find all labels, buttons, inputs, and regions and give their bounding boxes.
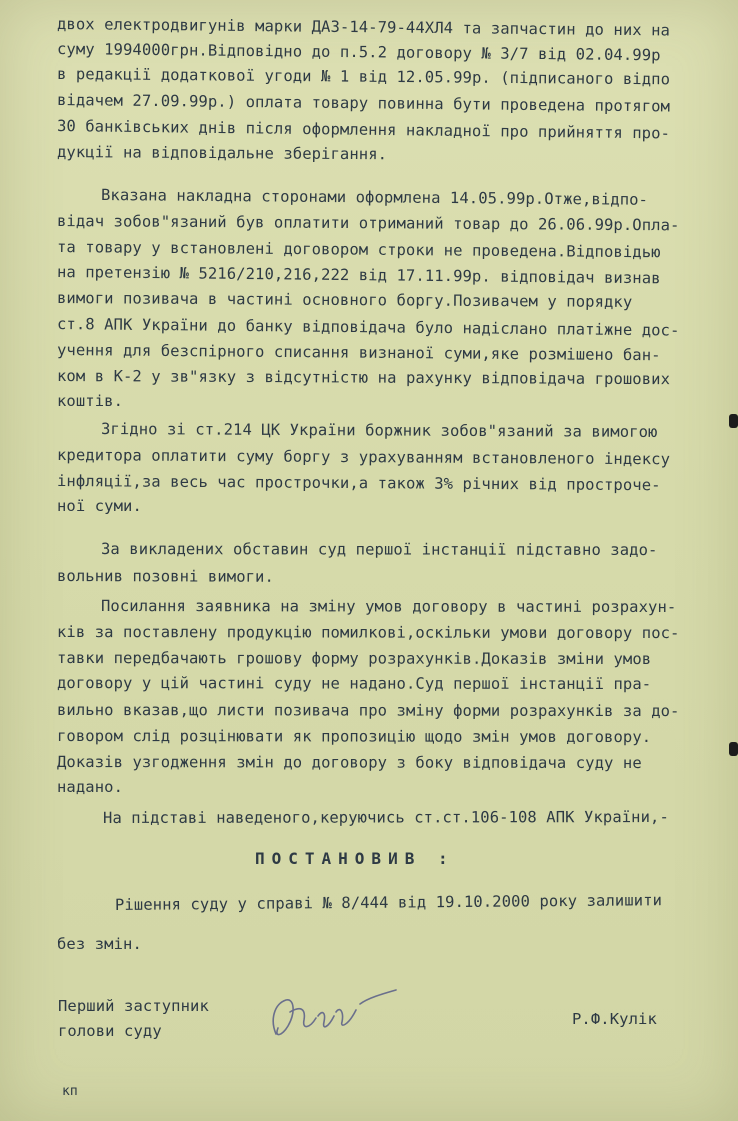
body-line-15: коштів. — [57, 392, 124, 410]
resolution-line-2: без змін. — [57, 935, 142, 953]
body-line-9: та товару у встановлені договором строки не проведена.Відповідью — [56, 238, 661, 262]
body-line-23: ків за поставлену продукцію помилкові,оскільки умови договору пос- — [56, 623, 680, 643]
binding-hole-bottom — [729, 742, 738, 756]
body-line-8: відач зобов"язаний був оплатити отриманий товар до 26.06.99р.Опла- — [56, 212, 680, 235]
body-line-28: Доказів узгодження змін до договору з боку відповідача суду не — [56, 753, 642, 773]
body-line-30: На підставі наведеного,керуючись ст.ст.106-108 АПК України,- — [102, 808, 669, 827]
handwritten-signature — [264, 982, 414, 1052]
body-line-21: вольнив позовні вимоги. — [56, 567, 274, 586]
body-line-7: Вказана накладна сторонами оформлена 14.05.99р.Отже,відпо- — [100, 186, 649, 209]
body-line-26: вильно вказав,що листи позивача про зміну форми розрахунків за до- — [56, 701, 680, 721]
body-line-29: надано. — [57, 778, 124, 796]
body-line-3: в редакції додаткової угоди № 1 від 12.05.99р. (підписаного відпо — [56, 65, 671, 89]
body-line-25: договору у цій частині суду не надано.Суд першої інстанції пра- — [56, 674, 652, 694]
body-line-20: За викладених обставин суд першої інстанції підставно задо- — [100, 540, 658, 559]
body-line-17: кредитора оплатити суму боргу з урахуванням встановленого індексу — [56, 446, 671, 469]
body-line-1: двох електродвигунів марки ДАЗ-14-79-44ХЛ4 та запчастин до них на — [56, 15, 671, 40]
body-line-6: дукції на відповідальне зберігання. — [56, 143, 388, 164]
decision-heading: ПОСТАНОВИВ : — [255, 849, 455, 868]
body-line-4: відачем 27.09.99р.) оплата товару повинна бути проведена протягом — [56, 91, 671, 116]
body-line-18: інфляції,за весь час прострочки,а також 3% річних від простроче- — [56, 472, 661, 495]
resolution-line-1: Рішення суду у справі № 8/444 від 19.10.2000 року залишити — [114, 891, 663, 914]
body-line-16: Згідно зі ст.214 ЦК України боржник зобов"язаний за вимогою — [100, 420, 658, 441]
body-line-19: ної суми. — [57, 497, 142, 515]
binding-hole-top — [729, 414, 738, 428]
body-line-24: тавки передбачають грошову форму розрахунків.Доказів зміни умов — [56, 649, 652, 669]
signer-name: Р.Ф.Кулік — [572, 1010, 657, 1028]
body-line-12: ст.8 АПК України до банку відповідача було надіслано платіжне дос- — [56, 315, 680, 340]
body-line-2: суму 1994000грн.Відповідно до п.5.2 договору № 3/7 від 02.04.99р — [56, 40, 661, 65]
signer-title-line-2: голови суду — [58, 1022, 162, 1040]
body-line-5: 30 банківських днів після оформлення накладної про прийняття про- — [56, 117, 671, 143]
footer-mark: кп — [62, 1084, 78, 1099]
body-line-27: говором слід розцінювати як пропозицію щодо змін умов договору. — [56, 727, 652, 747]
body-line-22: Посилання заявника на зміну умов договору в частині розрахун- — [100, 597, 677, 617]
body-line-13: учення для безспірного списання визнаної суми,яке розмішено бан- — [56, 341, 661, 365]
signer-title-line-1: Перший заступник — [58, 997, 209, 1015]
body-line-11: вимоги позивача в частині основного боргу.Позивачем у порядку — [56, 289, 633, 312]
body-line-14: ком в К-2 у зв"язку з відсутністю на рахунку відповідача грошових — [56, 367, 671, 389]
body-line-10: на претензію № 5216/210,216,222 від 17.11.99р. відповідач визнав — [56, 263, 661, 288]
